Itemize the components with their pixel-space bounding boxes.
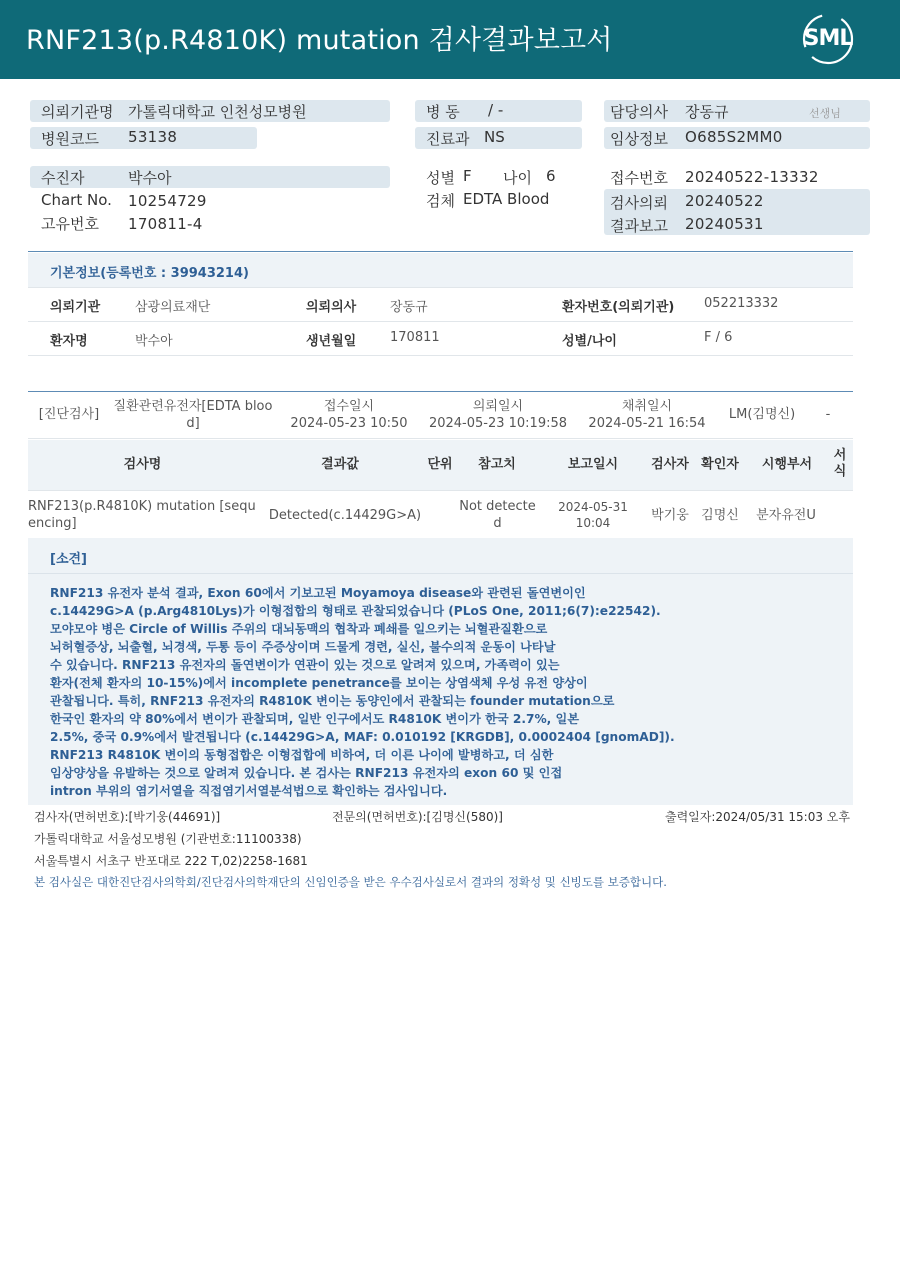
result-value: Detected(c.14429G>A) (268, 508, 422, 523)
hospital-code-label: 병원코드 (41, 130, 99, 148)
receipt-label: 접수번호 (610, 169, 668, 187)
result-date: 2024-05-31 10:04 (558, 500, 628, 530)
specimen-value: EDTA Blood (463, 190, 550, 208)
clinical-label: 임상정보 (610, 130, 668, 148)
ward-label: 병 동 (426, 103, 460, 121)
unique-label: 고유번호 (41, 215, 99, 233)
basic-info-title: 기본정보(등록번호 : 39943214) (50, 266, 249, 281)
th-date: 보고일시 (567, 457, 619, 472)
basic-doc-label: 의뢰의사 (306, 300, 357, 315)
institution-value: 가톨릭대학교 인천성모병원 (128, 103, 307, 121)
result-dept: 분자유전U (756, 508, 816, 523)
basic-pname-value: 박수아 (135, 334, 173, 349)
footer-tester: 검사자(면허번호):[박기웅(44691)] (34, 810, 221, 824)
doctor-suffix: 선생님 (809, 107, 841, 120)
doctor-value: 장동규 (685, 103, 729, 121)
ward-value: / - (488, 101, 504, 119)
footer-specialist: 전문의(면허번호):[김명신(580)] (332, 810, 503, 824)
sml-logo (800, 12, 856, 66)
basic-info-header (28, 253, 853, 287)
report-header (0, 0, 900, 79)
basic-doc-value: 장동규 (390, 300, 428, 315)
chart-value: 10254729 (128, 192, 207, 210)
result-ref: Not detecte d (459, 499, 536, 531)
age-label: 나이 (503, 169, 532, 187)
department-value: NS (484, 128, 505, 146)
exam-dash: - (825, 407, 831, 422)
result-tester: 박기웅 (651, 508, 689, 523)
footer-lab: 가톨릭대학교 서울성모병원 (기관번호:11100338) (34, 832, 302, 846)
sex-value: F (463, 167, 472, 185)
sex-label: 성별 (426, 169, 455, 187)
clinical-value: O685S2MM0 (685, 128, 783, 146)
exam-requested: 의뢰일시 2024-05-23 10:19:58 (428, 399, 568, 431)
basic-pid-value: 052213332 (704, 296, 779, 311)
report-label: 결과보고 (610, 217, 668, 235)
chart-label: Chart No. (41, 191, 112, 209)
request-value: 20240522 (685, 192, 764, 210)
findings-header (28, 538, 853, 573)
footer-printed: 출력일자:2024/05/31 15:03 오후 (665, 810, 850, 824)
result-confirmer: 김명신 (701, 508, 739, 523)
basic-dob-label: 생년월일 (306, 334, 357, 349)
exam-lm: LM(김명신) (728, 407, 796, 422)
unique-value: 170811-4 (128, 215, 203, 233)
report-value: 20240531 (685, 215, 764, 233)
findings-text: RNF213 유전자 분석 결과, Exon 60에서 기보고된 Moyamoya disease와 관련된 돌연변이인 c.14429G>A (p.Arg4810Lys)가 이형접합의 형태로 관찰되었습니다 (PLoS One, 2011;6(7):e22542). 모야모야 병은 Circle of Willis 주위의 대뇌동맥의 협착과 폐쇄를 일으키는 뇌혈관질환으로 뇌허혈증상, 뇌출혈, 뇌경색, 두통 등이 주증상이며 드물게 경련, 실신, 불수의적 운동이 나타날 수 있습니다. RNF213 유전자의 돌연변이가 연관이 있는 것으로 알려져 있으며, 가족력이 있는 환자(전체 환자의 10-15%)에서 incomplete penetrance를 보이는 상염색체 우성 유전 양상이 관찰됩니다. 특히, RNF213 유전자의 R4810K 변이는 동양인에서 관찰되는 founder mutation으로 한국인 환자의 약 80%에서 변이가 관찰되며, 일반 인구에서도 R4810K 변이가 한국 2.7%, 일본 2.5%, 중국 0.9%에서 발견됩니다 (c.14429G>A, MAF: 0.010192 [KRGDB], 0.0002404 [gnomAD]). RNF213 R4810K 변이의 동형접합은 이형접합에 비하여, 더 이른 나이에 발병하고, 더 심한 임상양상을 유발하는 것으로 알려져 있습니다. 본 검사는 RNF213 유전자의 exon 60 및 인접 intron 부위의 염기서열을 직접염기서열분석법으로 확인하는 검사입니다. (50, 586, 675, 798)
th-ref: 참고치 (478, 457, 516, 472)
basic-pname-label: 환자명 (50, 334, 88, 349)
patient-name-label: 수진자 (41, 169, 85, 187)
basic-sexage-label: 성별/나이 (562, 334, 617, 349)
result-name: RNF213(p.R4810K) mutation [sequ encing] (28, 499, 256, 531)
th-form: 서 식 (833, 448, 847, 479)
age-value: 6 (546, 167, 556, 185)
findings-title: [소견] (50, 552, 87, 567)
basic-pid-label: 환자번호(의뢰기관) (562, 300, 675, 315)
basic-inst-value: 삼광의료재단 (135, 300, 211, 315)
request-label: 검사의뢰 (610, 194, 668, 212)
basic-sexage-value: F / 6 (704, 330, 733, 345)
exam-collected: 채취일시 2024-05-21 16:54 (588, 399, 706, 431)
basic-inst-label: 의뢰기관 (50, 300, 101, 315)
footer-certification: 본 검사실은 대한진단검사의학회/진단검사의학재단의 신임인증을 받은 우수검사실로서 결과의 정확성 및 신빙도를 보증합니다. (34, 875, 667, 889)
th-dept: 시행부서 (761, 457, 813, 472)
exam-category: [진단검사] (38, 407, 100, 422)
th-name: 검사명 (123, 457, 162, 472)
th-unit: 단위 (427, 457, 453, 472)
department-label: 진료과 (426, 130, 470, 148)
footer-address: 서울특별시 서초구 반포대로 222 T,02)2258-1681 (34, 854, 308, 868)
patient-name-value: 박수아 (128, 169, 172, 187)
th-value: 결과값 (321, 457, 359, 472)
exam-received: 접수일시 2024-05-23 10:50 (290, 399, 408, 431)
hospital-code-value: 53138 (128, 128, 178, 146)
exam-test-name: 질환관련유전자[EDTA bloo d] (113, 399, 273, 431)
receipt-value: 20240522-13332 (685, 168, 819, 186)
institution-label: 의뢰기관명 (41, 103, 114, 121)
report-title: RNF213(p.R4810K) mutation 검사결과보고서 (26, 25, 613, 56)
logo-text: SML (803, 26, 853, 51)
doctor-label: 담당의사 (610, 103, 668, 121)
th-confirmer: 확인자 (701, 457, 739, 472)
basic-dob-value: 170811 (390, 330, 440, 345)
findings-body (28, 573, 853, 805)
th-tester: 검사자 (651, 457, 689, 472)
specimen-label: 검체 (426, 192, 455, 210)
